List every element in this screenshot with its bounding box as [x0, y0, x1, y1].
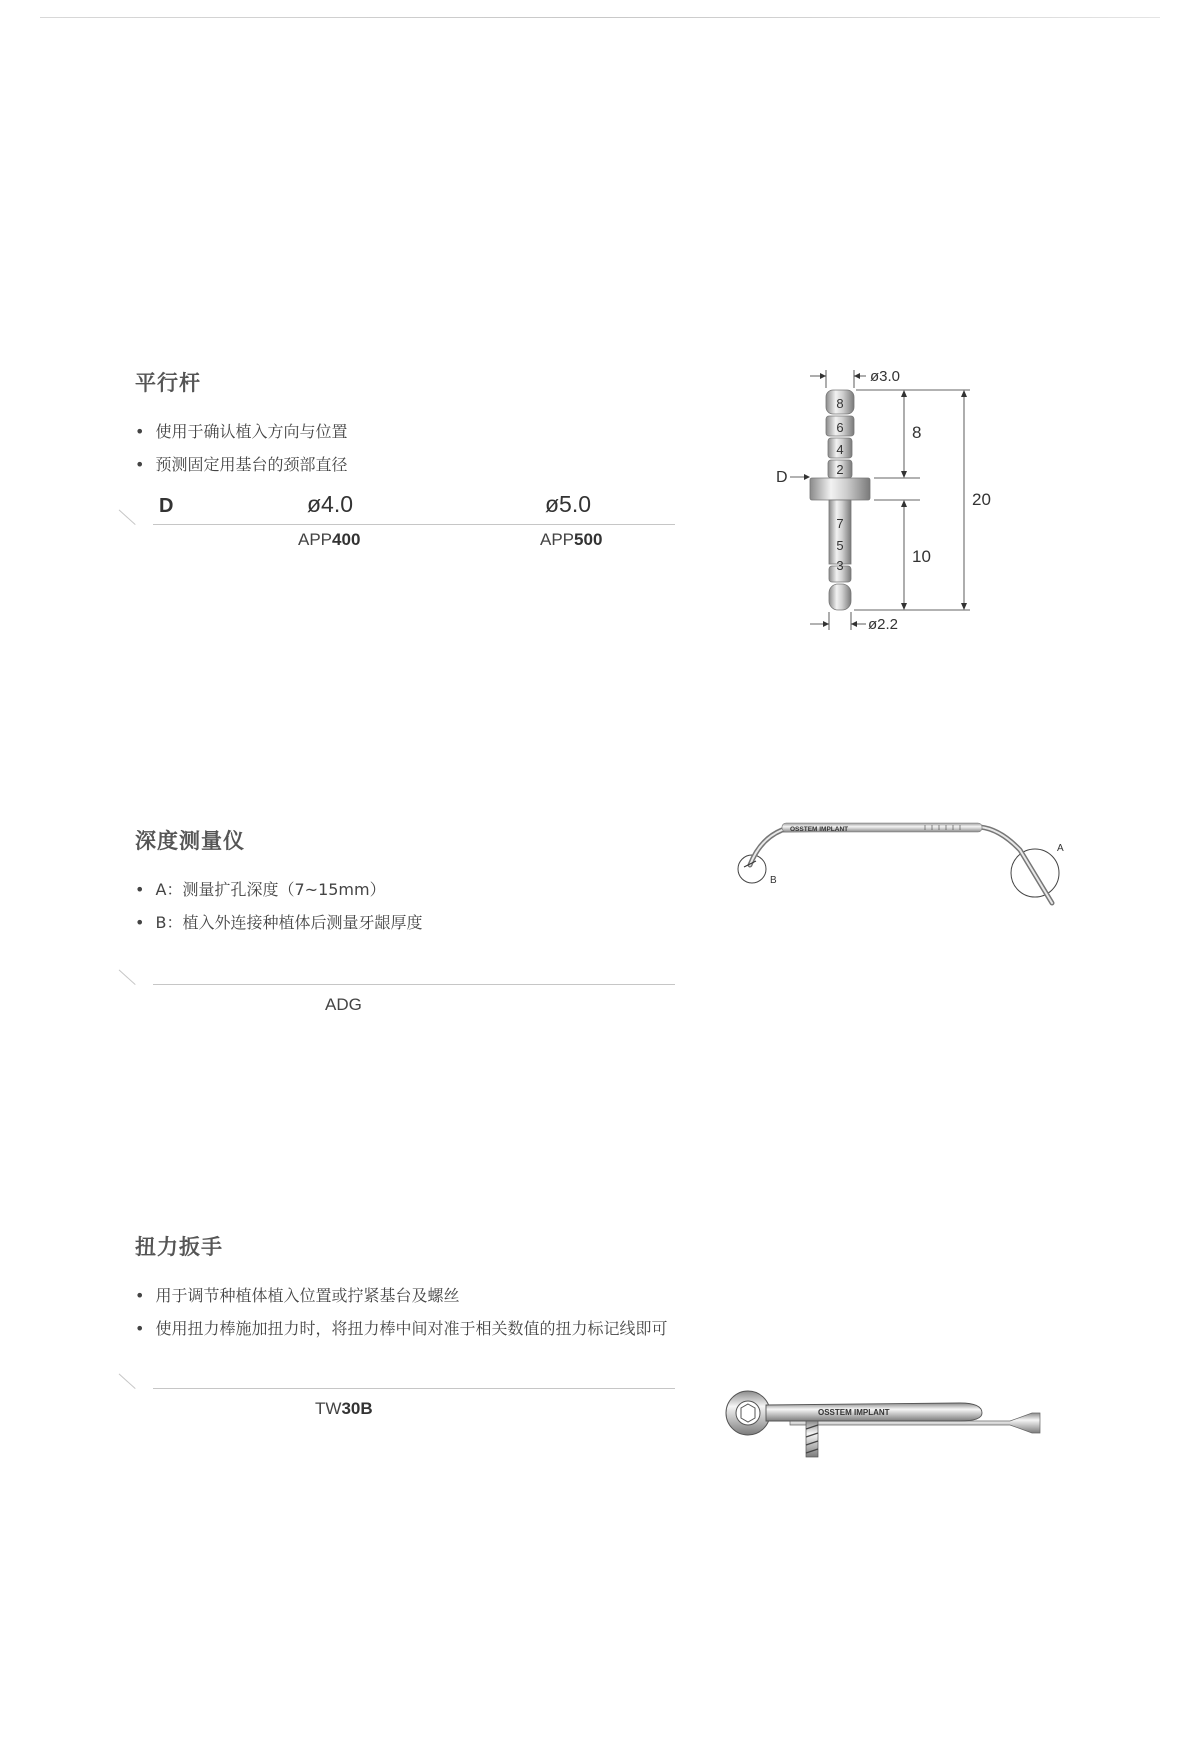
- pin-segment: [829, 500, 851, 564]
- pin-mark: 8: [836, 396, 844, 411]
- product-code: APP400: [298, 530, 361, 549]
- bullet-list: [135, 415, 695, 481]
- dim-top-diameter: ø3.0: [870, 368, 901, 385]
- label-b: B: [770, 875, 777, 886]
- brand-label: OSSTEM IMPLANT: [818, 1408, 890, 1417]
- torque-wrench-figure: [720, 1385, 1050, 1465]
- spec-slant: [119, 510, 136, 525]
- section-depth-gauge: [135, 825, 695, 1014]
- section-title: 扭力扳手: [135, 1235, 223, 1259]
- pin-collar: [810, 478, 870, 500]
- brand-label: OSSTEM IMPLANT: [790, 826, 849, 833]
- bullet-list: [135, 873, 695, 939]
- spec-line: [153, 1388, 675, 1389]
- bullet-item: • 使用于确认植入方向与位置: [135, 415, 695, 448]
- top-rule: [40, 17, 1160, 18]
- dim-lower-length: 10: [912, 547, 931, 566]
- dim-d-label: D: [776, 469, 788, 486]
- bullet-item: • 使用扭力棒施加扭力时，将扭力棒中间对准于相关数值的扭力标记线即可: [135, 1312, 695, 1345]
- depth-gauge-figure: [730, 805, 1070, 915]
- section-title: 深度测量仪: [135, 829, 245, 853]
- product-code: APP500: [540, 530, 603, 549]
- dim-upper-length: 8: [912, 423, 922, 442]
- spec-slant: [119, 1374, 136, 1389]
- bullet-item: • A：测量扩孔深度（7~15mm）: [135, 873, 695, 906]
- spec-diameter: ø5.0: [545, 491, 592, 517]
- parallel-pin-figure: [770, 360, 1010, 640]
- pin-mark: 6: [836, 420, 844, 435]
- pin-mark: 4: [836, 442, 844, 457]
- spec-label-d: D: [159, 495, 174, 517]
- section-parallel-pin: [135, 367, 695, 549]
- spec-line: [153, 524, 675, 525]
- pin-mark: 7: [836, 516, 844, 531]
- section-torque-wrench: [135, 1231, 695, 1418]
- spec-row: [135, 945, 675, 985]
- dim-total-length: 20: [972, 490, 991, 509]
- product-code: TW30B: [315, 1399, 373, 1418]
- bullet-item: • B：植入外连接种植体后测量牙龈厚度: [135, 906, 695, 939]
- spec-row: [135, 1349, 675, 1389]
- spec-line: [153, 984, 675, 985]
- dim-bottom-diameter: ø2.2: [868, 616, 899, 633]
- label-a: A: [1057, 843, 1064, 854]
- pin-mark: 2: [836, 462, 844, 477]
- spec-diameter: ø4.0: [307, 491, 354, 517]
- bullet-list: [135, 1279, 695, 1345]
- product-code: ADG: [325, 995, 362, 1014]
- spec-slant: [119, 970, 136, 985]
- pin-tip: [829, 584, 851, 610]
- spec-header-row: [135, 485, 675, 525]
- pin-mark: 5: [836, 538, 844, 553]
- bullet-item: • 预测固定用基台的颈部直径: [135, 448, 695, 481]
- bullet-item: • 用于调节种植体植入位置或拧紧基台及螺丝: [135, 1279, 695, 1312]
- pin-mark: 3: [836, 558, 844, 573]
- section-title: 平行杆: [135, 371, 201, 395]
